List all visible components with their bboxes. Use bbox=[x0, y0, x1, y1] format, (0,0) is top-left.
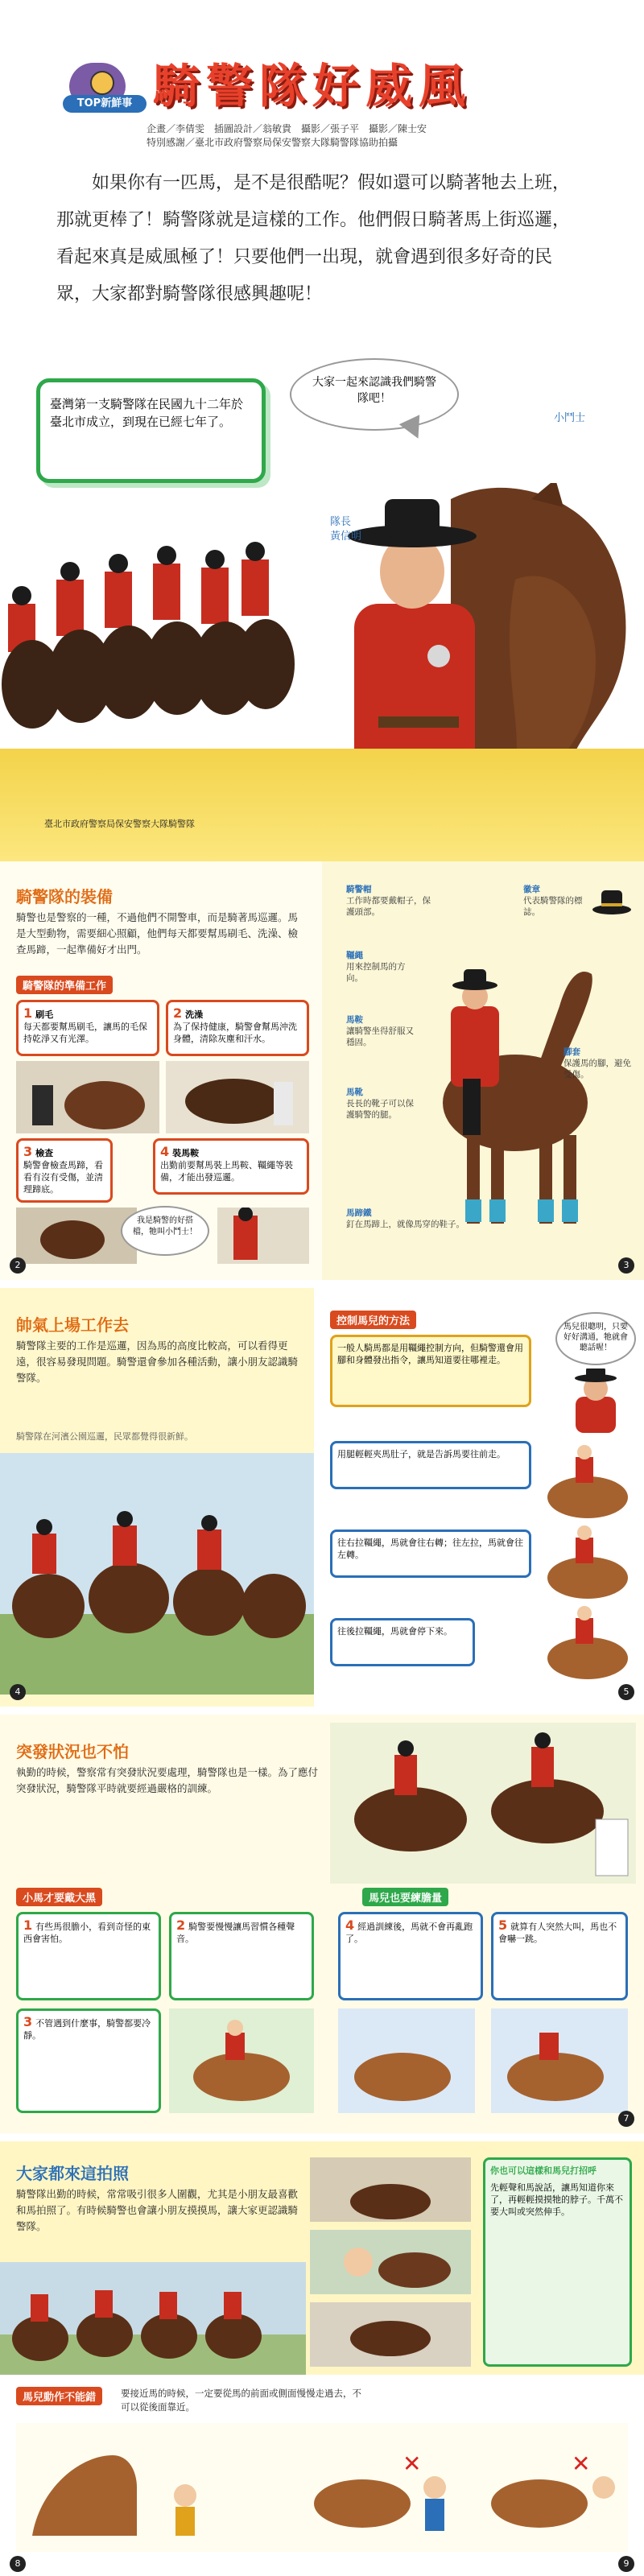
subsection-title: 控制馬兒的方法 bbox=[330, 1311, 416, 1329]
subsection-title: 馬兒也要練膽量 bbox=[362, 1888, 448, 1906]
callout-text: 用來控制馬的方向。 bbox=[346, 962, 406, 983]
panel-text: 就算有人突然大叫，馬也不會嚇一跳。 bbox=[498, 1922, 617, 1944]
subsection-title: 騎警隊的準備工作 bbox=[16, 976, 113, 994]
section-text: 執勤的時候，警察常有突發狀況要處理，騎警隊也是一樣。為了應付突發狀況，騎警隊平時就要經過嚴格的訓練。 bbox=[16, 1766, 319, 1794]
captain-name: 黃信明 bbox=[330, 530, 362, 543]
step-panel bbox=[153, 1138, 309, 1195]
callout-title: 腳套 bbox=[564, 1047, 580, 1057]
comic-illustrations bbox=[169, 2008, 628, 2113]
section-title: 騎警隊的裝備 bbox=[16, 887, 113, 906]
svg-text:✕: ✕ bbox=[402, 2450, 422, 2477]
method-panel: 往右拉韁繩，馬就會往右轉；往左拉，馬就會往左轉。 bbox=[330, 1530, 531, 1578]
photo-credit: 臺北市政府警察局保安警察大隊騎警隊 bbox=[44, 819, 195, 829]
panel-text: 騎警要慢慢讓馬習慣各種聲音。 bbox=[176, 1922, 295, 1944]
page-number: 3 bbox=[618, 1257, 634, 1274]
callout bbox=[346, 1087, 419, 1121]
credits-line: 企畫／李倩雯 插圖設計／翁敏貴 攝影／張子平 攝影／陳士安 bbox=[147, 123, 427, 134]
page-number: 9 bbox=[618, 2556, 634, 2572]
hat-icon bbox=[592, 886, 632, 918]
panel-number: 4 bbox=[345, 1918, 355, 1933]
comic-panel bbox=[338, 1912, 483, 2000]
subsection-title: 馬兒動作不能錯 bbox=[16, 2387, 102, 2405]
callout-text: 釘在馬蹄上，就像馬穿的鞋子。 bbox=[346, 1220, 464, 1229]
comic-panel bbox=[491, 1912, 628, 2000]
callout-text: 長長的靴子可以保護騎警的腿。 bbox=[346, 1099, 414, 1120]
callout-text: 保護馬的腳，避免受傷。 bbox=[564, 1059, 631, 1080]
emergency-section bbox=[0, 1715, 644, 2133]
page-number: 8 bbox=[10, 2556, 26, 2572]
step-panel bbox=[16, 1000, 159, 1056]
callout bbox=[346, 1014, 419, 1048]
info-box: 臺灣第一支騎警隊在民國九十二年於臺北市成立，到現在已經七年了。 bbox=[36, 378, 266, 483]
section-title: 帥氣上場工作去 bbox=[16, 1315, 129, 1335]
callout-text: 讓騎警坐得舒服又穩固。 bbox=[346, 1026, 414, 1047]
panel-number: 5 bbox=[498, 1918, 508, 1933]
panel-text: 有些馬很膽小，看到奇怪的東西會害怕。 bbox=[23, 1922, 151, 1944]
speech-bubble: 馬兒很聰明，只要好好溝通，牠就會聽話喔！ bbox=[555, 1312, 636, 1365]
callout-title: 馬蹄鐵 bbox=[346, 1208, 372, 1218]
intro-text: 如果你有一匹馬，是不是很酷呢？假如還可以騎著牠去上班，那就更棒了！騎警隊就是這樣的工作。他們假日騎著馬上街巡邏，看起來真是威風極了！只要他們一出現，就會遇到很多好奇的民眾，大家都對騎警隊很感興趣呢！ bbox=[56, 173, 571, 304]
callout bbox=[346, 950, 419, 984]
captain-label bbox=[330, 515, 361, 544]
subsection-title: 小馬才要戴大黑 bbox=[16, 1888, 102, 1906]
tip-title: 你也可以這樣和馬兒打招呼 bbox=[490, 2165, 597, 2176]
callout bbox=[346, 1208, 467, 1230]
step-number: 2 bbox=[173, 1005, 183, 1021]
horse-illustration bbox=[419, 958, 604, 1248]
panel-number: 3 bbox=[23, 2014, 33, 2029]
step-label: 刷毛 bbox=[35, 1009, 54, 1020]
panel-number: 2 bbox=[176, 1918, 186, 1933]
page-number: 4 bbox=[10, 1684, 26, 1700]
callout-title: 徽章 bbox=[523, 885, 540, 894]
callout-title: 騎警帽 bbox=[346, 885, 372, 894]
yellow-ground bbox=[0, 749, 644, 861]
captain-role: 隊長 bbox=[330, 516, 352, 528]
callout bbox=[523, 884, 588, 918]
rule-text: 要接近馬的時候，一定要從馬的前面或側面慢慢走過去，不可以從後面靠近。 bbox=[121, 2388, 361, 2413]
step-number: 3 bbox=[23, 1144, 33, 1159]
officer-portrait bbox=[555, 1368, 636, 1433]
equipment-section bbox=[0, 861, 644, 1280]
step-text: 為了保持健康，騎警會幫馬沖洗身體，清除灰塵和汗水。 bbox=[173, 1022, 297, 1044]
step-text: 騎警會檢查馬蹄，看看有沒有受傷，並清理蹄底。 bbox=[23, 1160, 103, 1195]
top-badge bbox=[63, 63, 151, 113]
comic-panel bbox=[16, 1912, 161, 2000]
page-number: 7 bbox=[618, 2111, 634, 2127]
page-number: 5 bbox=[618, 1684, 634, 1700]
step-label: 洗澡 bbox=[185, 1009, 204, 1020]
do-dont-illustrations bbox=[16, 2423, 628, 2552]
section-title: 大家都來這拍照 bbox=[16, 2164, 129, 2183]
work-section bbox=[0, 1288, 644, 1707]
callout-text: 代表騎警隊的標誌。 bbox=[523, 896, 583, 917]
badge-label: TOP新鮮事 bbox=[63, 95, 147, 113]
page-title: 騎警隊好威風 bbox=[153, 59, 473, 114]
step-panel bbox=[166, 1000, 309, 1056]
kids-photos bbox=[310, 2157, 471, 2367]
rider-cartoons bbox=[539, 1441, 636, 1682]
credits bbox=[147, 122, 597, 150]
section-text: 騎警隊出勤的時候，常常吸引很多人圍觀，尤其是小朋友最喜歡和馬拍照了。有時候騎警也會讓小朋友摸摸馬，讓大家更認識騎警隊。 bbox=[16, 2188, 299, 2232]
step-number: 1 bbox=[23, 1005, 33, 1021]
cover-section bbox=[0, 0, 644, 861]
tip-text: 先輕聲和馬說話，讓馬知道你來了，再輕輕摸摸牠的脖子。千萬不要大叫或突然伸手。 bbox=[490, 2182, 623, 2217]
section-text: 騎警隊主要的工作是巡邏，因為馬的高度比較高，可以看得更遠，很容易發現問題。騎警還會參加各種活動，讓小朋友認識騎警隊。 bbox=[16, 1340, 299, 1384]
section-text: 騎警也是警察的一種，不過他們不開警車，而是騎著馬巡邏。馬是大型動物，需要細心照顧，他們每天都要幫馬刷毛、洗澡、檢查馬蹄，一起準備好才出門。 bbox=[16, 911, 299, 956]
method-panel: 一般人騎馬都是用韁繩控制方向，但騎警還會用腳和身體發出指令，讓馬知道要往哪裡走。 bbox=[330, 1335, 531, 1407]
panel-text: 不管遇到什麼事，騎警都要冷靜。 bbox=[23, 2018, 151, 2041]
horse-label: 小鬥士 bbox=[554, 412, 586, 424]
step-panel bbox=[16, 1138, 113, 1203]
method-panel: 用腿輕輕夾馬肚子，就是告訴馬要往前走。 bbox=[330, 1441, 531, 1489]
callout-title: 韁繩 bbox=[346, 951, 363, 960]
photo-section bbox=[0, 2141, 644, 2576]
method-panel: 往後拉韁繩，馬就會停下來。 bbox=[330, 1618, 475, 1666]
speech-bubble: 我是騎警的好搭檔，牠叫小鬥士！ bbox=[121, 1206, 209, 1256]
callout bbox=[564, 1046, 636, 1080]
step-label: 裝馬鞍 bbox=[172, 1148, 200, 1158]
patrol-photo bbox=[0, 1453, 314, 1695]
comic-panel bbox=[16, 2008, 161, 2113]
mascot-icon bbox=[90, 71, 114, 95]
callout-text: 工作時都要戴帽子，保護頭部。 bbox=[346, 896, 431, 917]
section-title: 突發狀況也不怕 bbox=[16, 1742, 129, 1761]
step-text: 每天都要幫馬刷毛，讓馬的毛保持乾淨又有光澤。 bbox=[23, 1022, 147, 1044]
page-number: 2 bbox=[10, 1257, 26, 1274]
credits-line: 特別感謝／臺北市政府警察局保安警察大隊騎警隊協助拍攝 bbox=[147, 137, 398, 148]
callout-title: 馬靴 bbox=[346, 1088, 363, 1097]
step-label: 檢查 bbox=[35, 1148, 54, 1158]
photo-caption: 騎警隊在河濱公園巡邏，民眾都覺得很新鮮。 bbox=[16, 1431, 193, 1442]
step-number: 4 bbox=[160, 1144, 170, 1159]
speech-bubble: 大家一起來認識我們騎警隊吧！ bbox=[290, 358, 459, 431]
tip-box bbox=[483, 2157, 632, 2367]
panel-number: 1 bbox=[23, 1918, 33, 1933]
comic-panel bbox=[169, 1912, 314, 2000]
step-photos bbox=[16, 1061, 309, 1133]
callout-title: 馬鞍 bbox=[346, 1015, 363, 1025]
panel-text: 經過訓練後，馬就不會再亂跑了。 bbox=[345, 1922, 473, 1944]
step-text: 出勤前要幫馬裝上馬鞍、韁繩等裝備，才能出發巡邏。 bbox=[160, 1160, 293, 1183]
callout bbox=[346, 884, 435, 918]
svg-text:✕: ✕ bbox=[572, 2450, 591, 2477]
training-photos bbox=[330, 1723, 636, 1884]
crowd-photo bbox=[0, 2262, 306, 2375]
